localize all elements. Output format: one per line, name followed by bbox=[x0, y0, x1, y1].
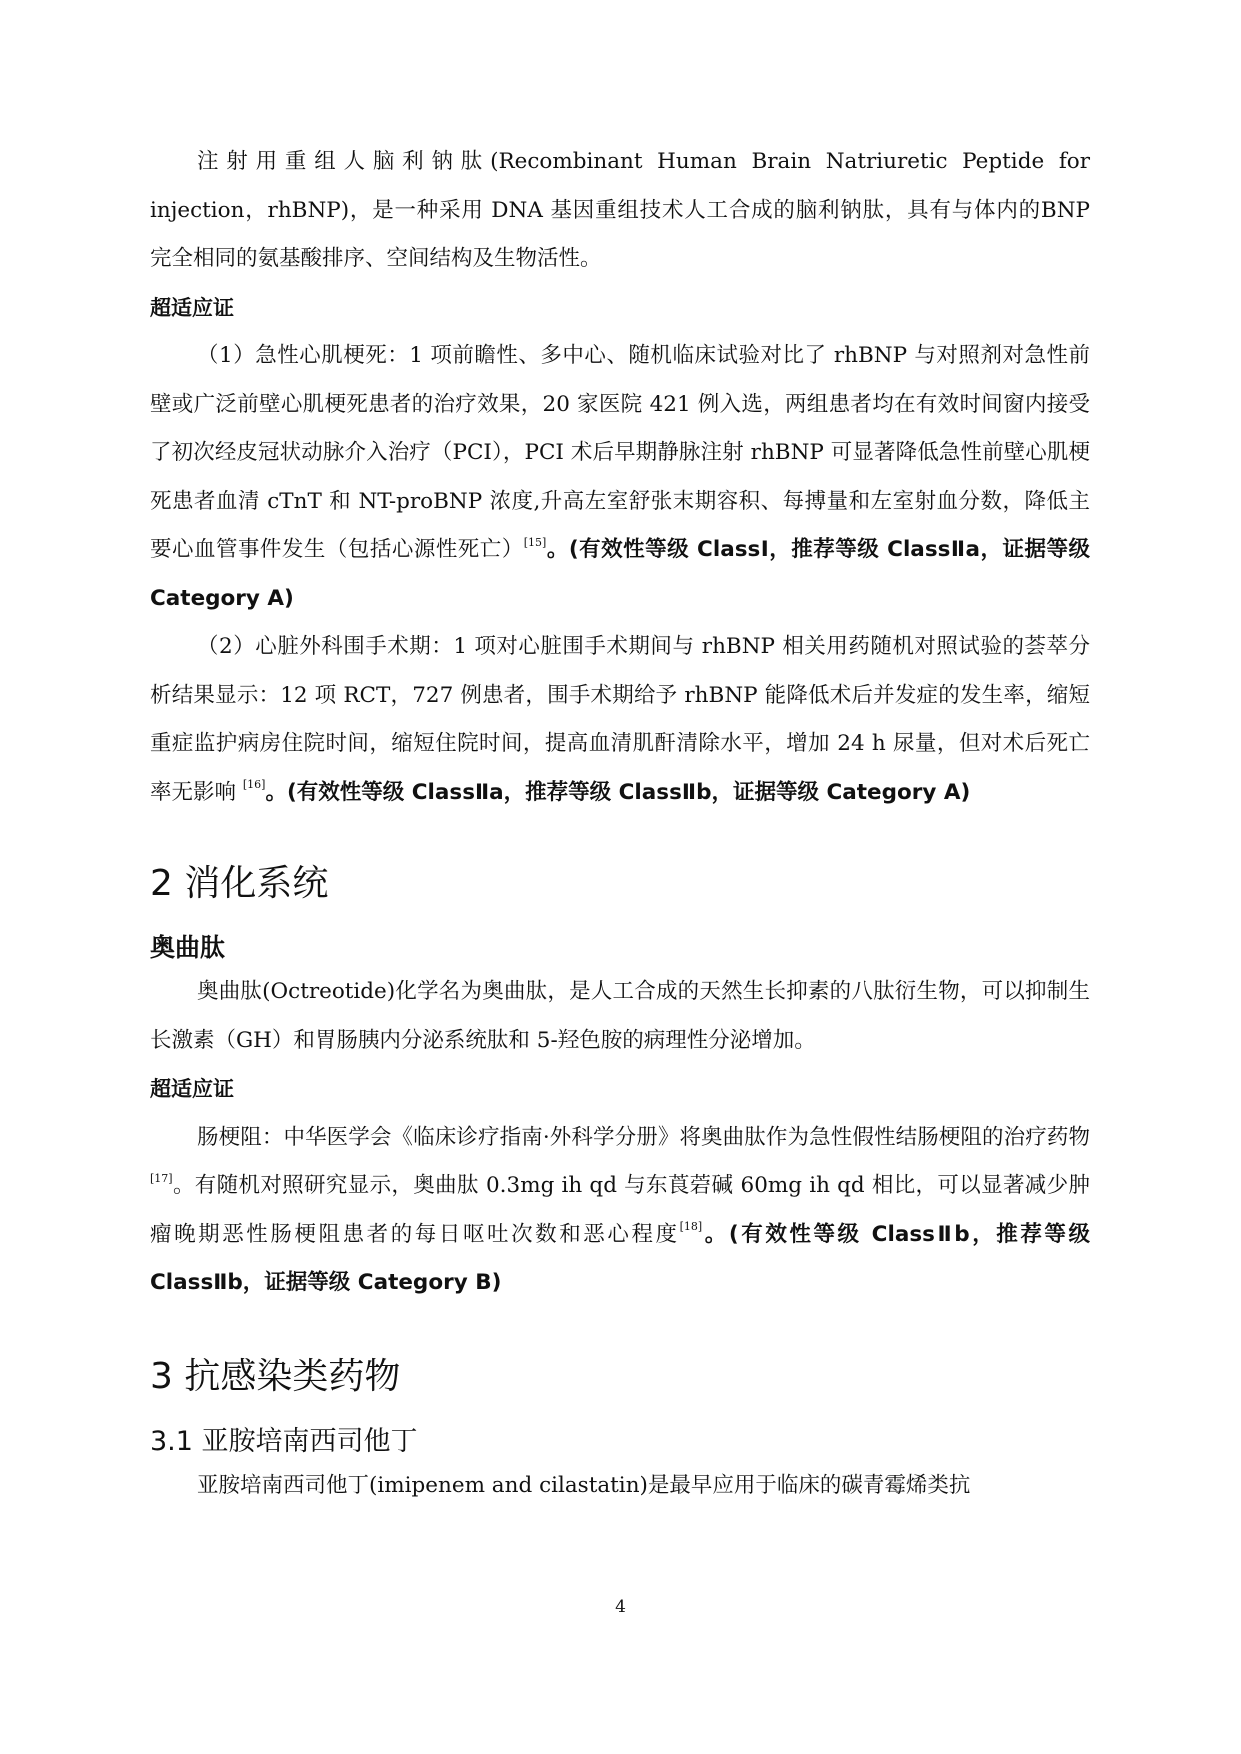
section-2-heading: 2 消化系统 bbox=[150, 863, 329, 904]
document-page bbox=[150, 138, 1090, 1510]
citation-17: [17] bbox=[150, 1171, 173, 1185]
section-3-heading: 3 抗感染类药物 bbox=[150, 1355, 401, 1397]
octreotide-intro: 奥曲肽(Octreotide)化学名为奥曲肽，是人工合成的天然生长抑素的八肽衍生物，可以抑制生长激素（GH）和胃肠胰内分泌系统肽和 5-羟色胺的病理性分泌增加。 bbox=[150, 979, 1090, 1053]
rhbnp-item-1 bbox=[150, 332, 1090, 623]
imipenem-intro: 亚胺培南西司他丁(imipenem and cilastatin)是最早应用于临床的碳青霉烯类抗 bbox=[197, 1472, 971, 1498]
rhbnp-intro: 注射用重组人脑利钠肽(Recombinant Human Brain Natriuretic Peptide for injection，rhBNP)，是一种采用 DNA 基因重组技术人工合成的脑利钠肽，具有与体内的BNP 完全相同的氨基酸排序、空间结构及生物活性。 bbox=[150, 149, 1090, 271]
octreotide-item bbox=[150, 1114, 1090, 1308]
rhbnp-item-2-grade: 。(有效性等级 ClassⅡa，推荐等级 ClassⅡb，证据等级 Category A) bbox=[265, 779, 971, 805]
citation-16: [16] bbox=[242, 778, 266, 792]
octreotide-grade: 。(有效性等级 ClassⅡb，推荐等级 ClassⅡb，证据等级 Category B) bbox=[150, 1221, 1090, 1295]
section-3-1-heading: 3.1 亚胺培南西司他丁 bbox=[150, 1425, 418, 1457]
off-label-heading: 超适应证 bbox=[150, 295, 234, 320]
rhbnp-item-2 bbox=[150, 623, 1090, 817]
page-number: 4 bbox=[615, 1597, 626, 1617]
rhbnp-item-1-grade: 。(有效性等级 ClassⅠ，推荐等级 ClassⅡa，证据等级 Category A) bbox=[150, 537, 1090, 611]
citation-18: [18] bbox=[679, 1220, 703, 1234]
rhbnp-item-2-text: （2）心脏外科围手术期：1 项对心脏围手术期间与 rhBNP 相关用药随机对照试验的荟萃分析结果显示：12 项 RCT，727 例患者，围手术期给予 rhBNP 能降低术后并发症的发生率，缩短重症监护病房住院时间，缩短住院时间，提高血清肌酐清除水平，增加 24 h 尿量，但对术后死亡率无影响 bbox=[150, 634, 1090, 805]
octreotide-text-b: 。有随机对照研究显示，奥曲肽 0.3mg ih qd 与东莨菪碱 60mg ih qd 相比，可以显著减少肿瘤晚期恶性肠梗阻患者的每日呕吐次数和恶心程度 bbox=[150, 1173, 1090, 1247]
octreotide-text-a: 肠梗阻：中华医学会《临床诊疗指南·外科学分册》将奥曲肽作为急性假性结肠梗阻的治疗药物 bbox=[197, 1124, 1090, 1150]
rhbnp-item-1-text: （1）急性心肌梗死：1 项前瞻性、多中心、随机临床试验对比了 rhBNP 与对照剂对急性前壁或广泛前壁心肌梗死患者的治疗效果，20 家医院 421 例入选，两组患者均在有效时间窗内接受了初次经皮冠状动脉介入治疗（PCI），PCI 术后早期静脉注射 rhBNP 可显著降低急性前壁心肌梗死患者血清 cTnT 和 NT-proBNP 浓度,升高左室舒张末期容积、每搏量和左室射血分数，降低主要心血管事件发生（包括心源性死亡） bbox=[150, 343, 1090, 562]
off-label-heading-2: 超适应证 bbox=[150, 1077, 234, 1101]
octreotide-heading: 奥曲肽 bbox=[150, 933, 226, 962]
citation-15: [15] bbox=[523, 535, 547, 549]
